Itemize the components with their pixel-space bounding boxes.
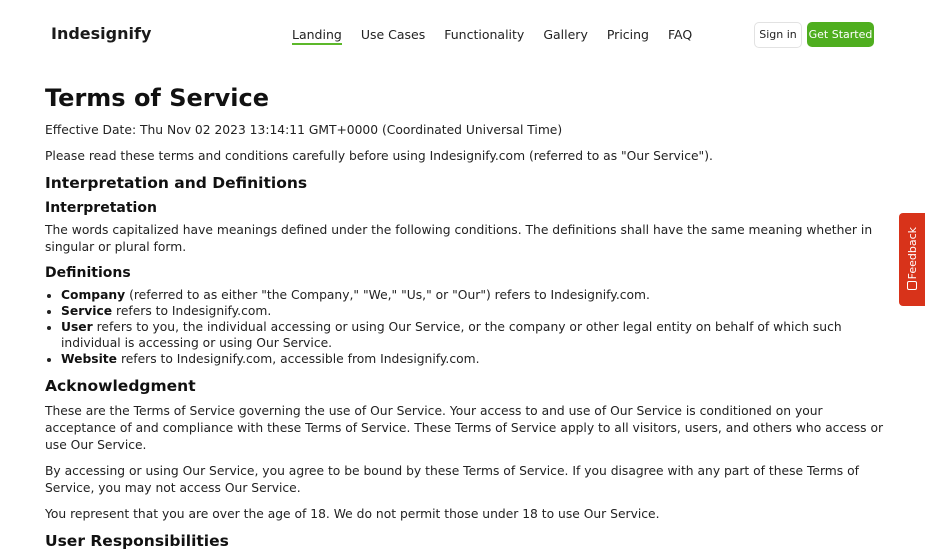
- nav-link-faq[interactable]: FAQ: [668, 27, 693, 42]
- definition-item: [61, 319, 885, 351]
- definition-term: Service: [61, 304, 113, 318]
- definition-item: [61, 351, 885, 367]
- user-responsibilities-heading: User Responsibilities: [45, 532, 229, 550]
- top-navbar: [0, 0, 925, 70]
- acknowledgment-paragraph-1: These are the Terms of Service governing the use of Our Service. Your access to and use of Our Service is conditioned on your acceptance of and compliance with these Terms of Service. These Terms of Service apply to all visitors, users, and others who access or use Our Service.: [45, 404, 884, 452]
- acknowledgment-heading: Acknowledgment: [45, 377, 196, 395]
- nav-link-functionality[interactable]: Functionality: [444, 27, 525, 42]
- page-title: Terms of Service: [45, 84, 270, 112]
- definition-term: User: [61, 320, 93, 334]
- acknowledgment-paragraph-2: By accessing or using Our Service, you agree to be bound by these Terms of Service. If you disagree with any part of these Terms of Service, you may not access Our Service.: [45, 464, 859, 495]
- definition-term: Website: [61, 352, 118, 366]
- definitions-list: [45, 287, 885, 367]
- terms-content: [45, 80, 885, 558]
- interp-defs-heading: Interpretation and Definitions: [45, 174, 308, 192]
- definition-item: [61, 303, 885, 319]
- nav-link-pricing[interactable]: Pricing: [606, 27, 649, 42]
- brand-logo[interactable]: Indesignify: [51, 24, 152, 43]
- sign-in-button[interactable]: Sign in: [754, 22, 802, 48]
- interpretation-heading: Interpretation: [45, 200, 157, 216]
- definitions-heading: Definitions: [45, 265, 131, 281]
- get-started-button[interactable]: Get Started: [807, 22, 874, 47]
- chat-icon: [907, 281, 917, 290]
- definition-text: refers to Indesignify.com, accessible from Indesignify.com.: [117, 352, 480, 366]
- definition-text: (referred to as either "the Company," "We," "Us," or "Our") refers to Indesignify.com.: [125, 288, 650, 302]
- nav-link-landing[interactable]: Landing: [292, 27, 342, 42]
- definition-text: refers to Indesignify.com.: [112, 304, 272, 318]
- feedback-label: Feedback: [906, 227, 919, 280]
- definition-term: Company: [61, 288, 126, 302]
- nav-links: [292, 27, 692, 42]
- intro-text: Please read these terms and conditions carefully before using Indesignify.com (referred to as "Our Service").: [45, 149, 713, 163]
- acknowledgment-paragraph-3: You represent that you are over the age of 18. We do not permit those under 18 to use Our Service.: [45, 507, 660, 521]
- effective-date: Effective Date: Thu Nov 02 2023 13:14:11 GMT+0000 (Coordinated Universal Time): [45, 123, 563, 137]
- nav-link-use-cases[interactable]: Use Cases: [360, 27, 426, 42]
- definition-item: [61, 287, 885, 303]
- interpretation-text: The words capitalized have meanings defined under the following conditions. The definitions shall have the same meaning whether in singular or plural form.: [45, 223, 873, 254]
- definition-text: refers to you, the individual accessing or using Our Service, or the company or other legal entity on behalf of which such individual is accessing or using Our Service.: [61, 320, 842, 350]
- feedback-tab[interactable]: [899, 213, 925, 306]
- nav-link-gallery[interactable]: Gallery: [543, 27, 588, 42]
